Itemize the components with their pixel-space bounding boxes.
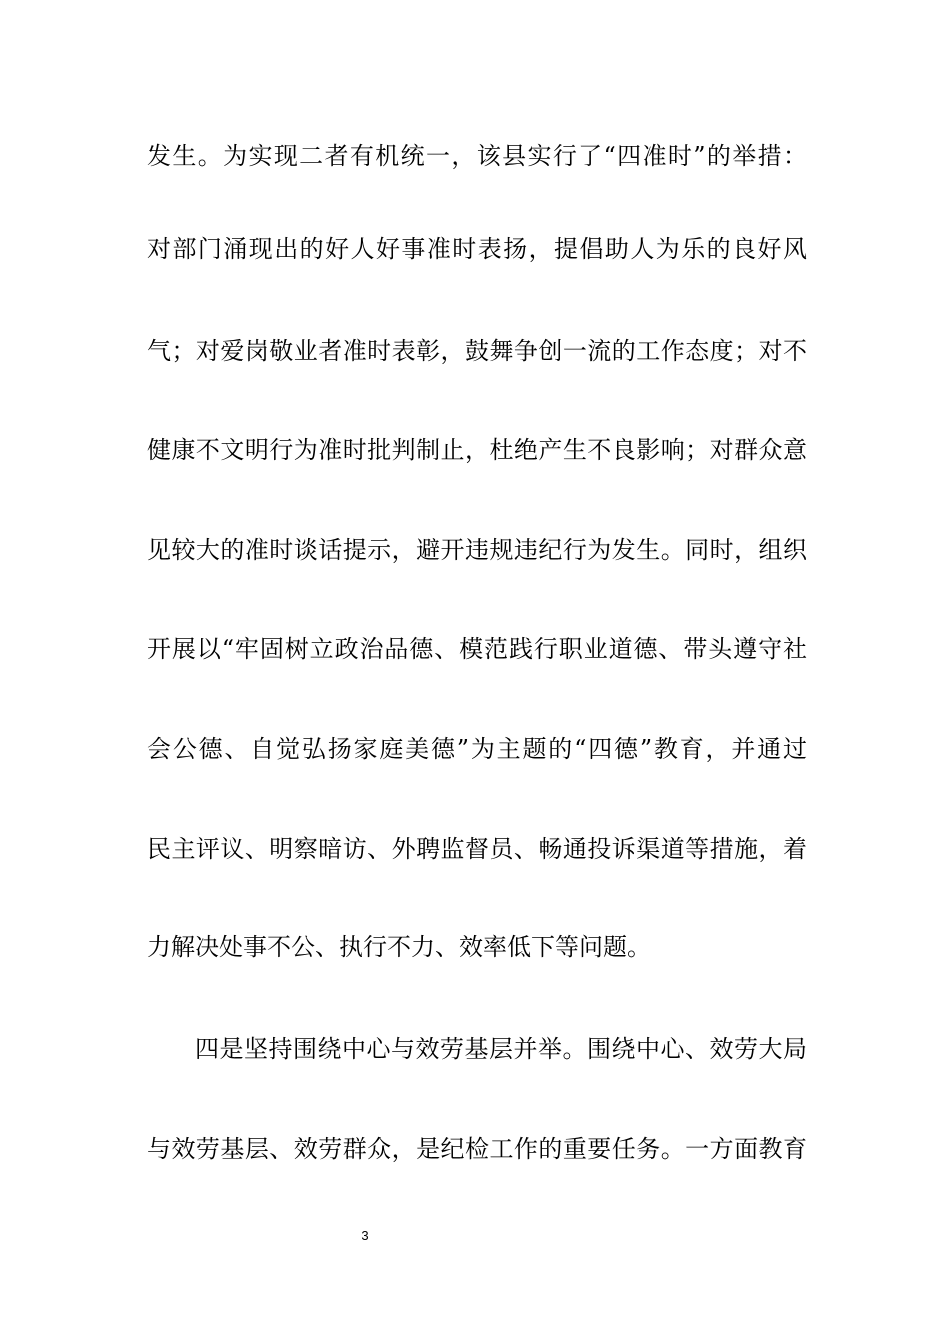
paragraph-line-11: 与效劳基层、效劳群众，是纪检工作的重要任务。一方面教育 — [147, 1135, 807, 1163]
paragraph-line-10: 四是坚持围绕中心与效劳基层并举。围绕中心、效劳大局 — [195, 1035, 807, 1063]
page-number: 3 — [361, 1228, 369, 1243]
paragraph-line-8: 民主评议、明察暗访、外聘监督员、畅通投诉渠道等措施，着 — [147, 835, 807, 863]
paragraph-line-6: 开展以“牢固树立政治品德、模范践行职业道德、带头遵守社 — [147, 635, 807, 663]
paragraph-line-1: 发生。为实现二者有机统一，该县实行了“四准时”的举措： — [147, 142, 807, 170]
paragraph-line-3: 气；对爱岗敬业者准时表彰，鼓舞争创一流的工作态度；对不 — [147, 337, 807, 365]
paragraph-line-4: 健康不文明行为准时批判制止，杜绝产生不良影响；对群众意 — [147, 436, 807, 464]
paragraph-line-7: 会公德、自觉弘扬家庭美德”为主题的“四德”教育，并通过 — [147, 735, 807, 763]
paragraph-line-5: 见较大的准时谈话提示，避开违规违纪行为发生。同时，组织 — [147, 536, 807, 564]
paragraph-line-9: 力解决处事不公、执行不力、效率低下等问题。 — [147, 933, 651, 961]
paragraph-line-2: 对部门涌现出的好人好事准时表扬，提倡助人为乐的良好风 — [147, 235, 807, 263]
